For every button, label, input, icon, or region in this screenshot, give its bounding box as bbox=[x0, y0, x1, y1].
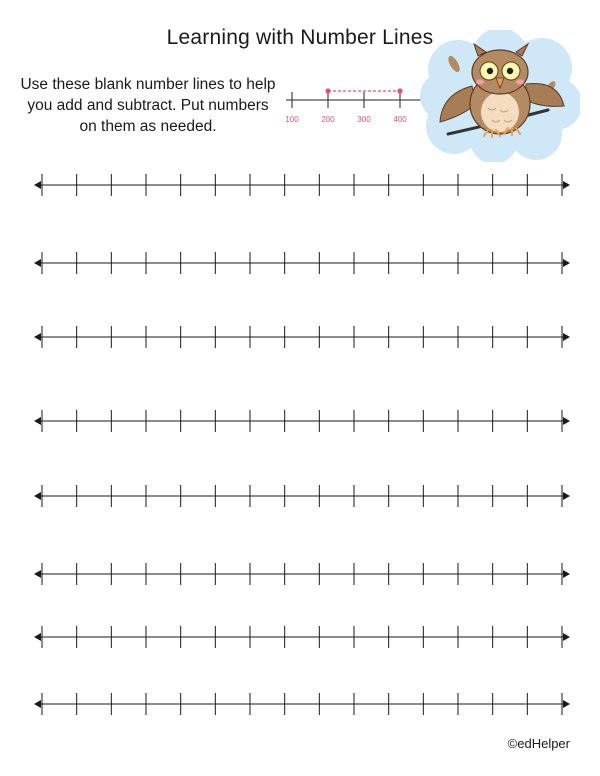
page-title: Learning with Number Lines bbox=[166, 26, 434, 49]
right-arrow-icon bbox=[563, 700, 570, 708]
number-line-3 bbox=[34, 326, 570, 348]
left-arrow-icon bbox=[34, 492, 41, 500]
example-label-300: 300 bbox=[357, 115, 371, 124]
number-line-2 bbox=[34, 252, 570, 274]
left-arrow-icon bbox=[34, 633, 41, 641]
right-arrow-icon bbox=[563, 417, 570, 425]
left-arrow-icon bbox=[34, 700, 41, 708]
right-arrow-icon bbox=[563, 181, 570, 189]
instructions-text: Use these blank number lines to help you add and subtract. Put numbers on them as needed. bbox=[20, 76, 276, 135]
number-line-4 bbox=[34, 410, 570, 432]
copyright-text: ©edHelper bbox=[507, 736, 570, 751]
number-line-6 bbox=[34, 563, 570, 585]
number-line-5 bbox=[34, 485, 570, 507]
right-arrow-icon bbox=[563, 259, 570, 267]
right-arrow-icon bbox=[563, 333, 570, 341]
example-label-100: 100 bbox=[285, 115, 299, 124]
example-label-400: 400 bbox=[393, 115, 407, 124]
left-arrow-icon bbox=[34, 259, 41, 267]
left-arrow-icon bbox=[34, 333, 41, 341]
number-line-7 bbox=[34, 626, 570, 648]
left-arrow-icon bbox=[34, 181, 41, 189]
number-line-1 bbox=[34, 174, 570, 196]
right-arrow-icon bbox=[563, 570, 570, 578]
number-line-8 bbox=[34, 693, 570, 715]
right-arrow-icon bbox=[563, 492, 570, 500]
left-arrow-icon bbox=[34, 570, 41, 578]
right-arrow-icon bbox=[563, 633, 570, 641]
left-arrow-icon bbox=[34, 417, 41, 425]
example-label-200: 200 bbox=[321, 115, 335, 124]
